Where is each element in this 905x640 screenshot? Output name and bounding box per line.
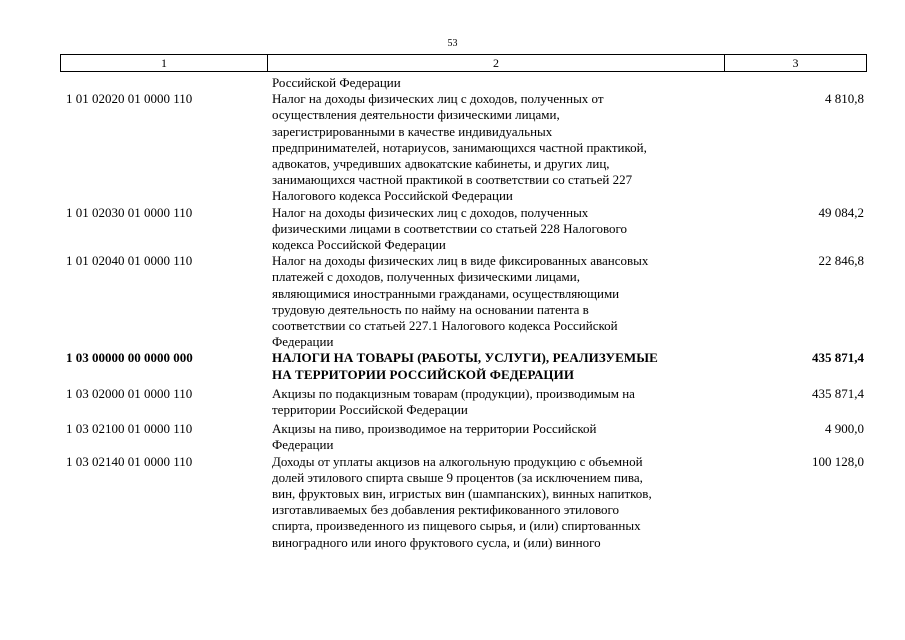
row-value: 4 810,8 xyxy=(825,91,864,107)
row-text: НАЛОГИ НА ТОВАРЫ (РАБОТЫ, УСЛУГИ), РЕАЛИЗУЕМЫЕ НА ТЕРРИТОРИИ РОССИЙСКОЙ ФЕДЕРАЦИИ xyxy=(272,350,658,382)
row-value: 100 128,0 xyxy=(812,453,864,469)
row-text: Акцизы по подакцизным товарам (продукции), производимым на территории Российской Федерации xyxy=(272,385,635,418)
table-header xyxy=(60,54,867,72)
continuation-text: Российской Федерации xyxy=(272,75,401,90)
header-col-2: 2 xyxy=(268,55,725,71)
row-code: 1 01 02020 01 0000 110 xyxy=(66,91,193,107)
row-code: 1 03 02000 01 0000 110 xyxy=(66,385,193,401)
header-col-3: 3 xyxy=(792,56,799,70)
row-code: 1 03 02140 01 0000 110 xyxy=(66,453,193,469)
row-text: Доходы от уплаты акцизов на алкогольную продукцию с объемной долей этилового спирта свыше 9 процентов (за исключением пива, вин, фруктовых вин, игристых вин (шампанских), винных напитков, изготавливаемых без добавления ректификованного этилового спирта, произведенного из пищевого сырья, и (или) спиртованных виноградного или иного фруктового сусла, и (или) винного xyxy=(272,453,652,550)
row-code: 1 01 02040 01 0000 110 xyxy=(66,253,193,269)
row-value: 4 900,0 xyxy=(825,421,864,437)
table-row xyxy=(66,253,864,350)
row-value: 435 871,4 xyxy=(812,350,864,366)
table-row xyxy=(66,205,864,254)
table-row-section xyxy=(66,350,864,382)
table-row xyxy=(66,454,864,551)
row-code: 1 03 00000 00 0000 000 xyxy=(66,350,193,366)
table-row xyxy=(66,421,864,453)
table-body xyxy=(66,75,864,551)
table-row xyxy=(66,386,864,418)
row-text: Налог на доходы физических лиц с доходов, полученных от осуществления деятельности физическими лицами, зарегистрированными в качестве индивидуальных предпринимателей, нотариусов, занимающихся частной практикой, адвокатов, учредивших адвокатские кабинеты, и других лиц, занимающихся частной практикой в соответствии со статьей 227 Налогового кодекса Российской Федерации xyxy=(272,91,647,204)
row-value: 435 871,4 xyxy=(812,385,864,401)
row-value: 49 084,2 xyxy=(818,204,864,220)
continuation-row xyxy=(66,75,864,91)
row-text: Акцизы на пиво, производимое на территории Российской Федерации xyxy=(272,421,597,453)
page-number: 53 xyxy=(447,38,458,49)
row-code: 1 03 02100 01 0000 110 xyxy=(66,421,193,437)
row-value: 22 846,8 xyxy=(818,253,864,269)
header-col-1: 1 xyxy=(61,55,268,71)
row-text: Налог на доходы физических лиц с доходов, полученных физическими лицами в соответствии со статьей 228 Налогового кодекса Российской Федерации xyxy=(272,204,628,253)
table-row xyxy=(66,91,864,204)
row-text: Налог на доходы физических лиц в виде фиксированных авансовых платежей с доходов, полученных физическими лицами, являющимися иностранными гражданами, осуществляющими трудовую деятельность по найму на основании патента в соответствии со статьей 227.1 Налогового кодекса Российской Федерации xyxy=(272,253,649,350)
row-code: 1 01 02030 01 0000 110 xyxy=(66,204,193,220)
